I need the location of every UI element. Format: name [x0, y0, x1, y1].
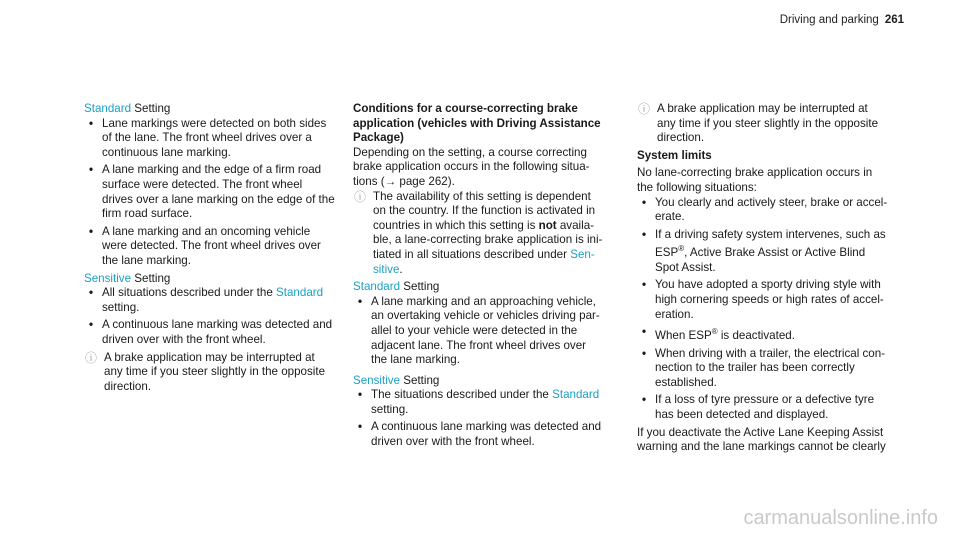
list-item: • All situations described under the Standard setting.: [89, 286, 324, 314]
bullet-icon: •: [89, 318, 94, 332]
bullet-icon: •: [358, 420, 363, 434]
page-number: 261: [884, 14, 904, 26]
conditions-heading: Conditions for a course-correcting brake application (vehicles with Driving Assistance Package): [353, 102, 601, 145]
registered-mark: ®: [678, 244, 685, 254]
standard-link[interactable]: Standard: [276, 286, 324, 300]
standard-setting-heading: Standard Setting: [84, 102, 171, 115]
list-item: • When ESP® is deactivated.: [642, 325, 795, 343]
bullet-icon: •: [642, 227, 647, 241]
page-header: [780, 14, 904, 26]
list-item: • You have adopted a sporty driving style with high cornering speeds or high rates of accel- eration.: [642, 278, 884, 321]
list-item: • You clearly and actively steer, brake or accel- erate.: [642, 195, 888, 224]
list-item: • The situations described under the Standard setting.: [358, 388, 600, 416]
info-icon: ⓘ: [85, 350, 98, 365]
bullet-icon: •: [358, 388, 363, 402]
bullet-icon: •: [89, 116, 94, 130]
system-limits-heading: System limits: [637, 148, 712, 162]
sensitive-setting-heading: Sensitive Setting: [84, 271, 171, 285]
bullet-icon: •: [642, 393, 647, 407]
column-2: [353, 102, 623, 450]
sensitive-setting-heading: Sensitive Setting: [353, 373, 440, 387]
conditions-intro: Depending on the setting, a course correcting brake application occurs in the following situa- tions (→ page 262).: [353, 146, 623, 190]
closing-paragraph: If you deactivate the Active Lane Keeping Assist warning and the lane markings cannot be clearly: [637, 425, 886, 454]
list-item: • When driving with a trailer, the electrical con- nection to the trailer has been correctly established.: [642, 346, 886, 389]
bullet-icon: •: [358, 294, 363, 308]
bullet-icon: •: [642, 278, 647, 292]
bullet-icon: •: [89, 286, 94, 300]
standard-link[interactable]: Standard: [552, 388, 600, 402]
bullet-icon: •: [89, 224, 94, 238]
column-1: [84, 102, 354, 394]
note-block: ⓘ A brake application may be interrupted at any time if you steer slightly in the opposite direction.: [638, 102, 879, 145]
standard-keyword: Standard: [353, 280, 401, 294]
info-icon: ⓘ: [354, 189, 367, 204]
system-limits-intro: No lane-correcting brake application occurs in the following situations:: [637, 166, 873, 194]
section-title: Driving and parking: [779, 14, 879, 26]
sensitive-link[interactable]: sitive: [373, 262, 400, 276]
bullet-icon: •: [642, 325, 647, 339]
list-item: • A lane marking and an approaching vehicle, an overtaking vehicle or vehicles driving par- allel to your vehicle were detected in the adjacent lane. The front wheel drives over the lane marking.: [358, 294, 600, 367]
list-item: • Lane markings were detected on both sides of the lane. The front wheel drives over a continuous lane marking.: [89, 116, 327, 159]
list-item: • A lane marking and the edge of a firm road surface were detected. The front wheel drives over a lane marking on the edge of the firm road surface.: [89, 163, 335, 221]
note-block: ⓘ A brake application may be interrupted at any time if you steer slightly in the opposite direction.: [85, 350, 326, 393]
column-3: [637, 102, 907, 455]
watermark: carmanualsonline.info: [743, 507, 938, 529]
bullet-icon: •: [89, 163, 94, 177]
list-item: • A continuous lane marking was detected and driven over with the front wheel.: [89, 318, 333, 346]
note-block: ⓘ The availability of this setting is dependent on the country. If the function is activated in countries in which this setting is not availa- ble, a lane-correcting brake application is ini- tiated in all situations described under Sen- sitive.: [354, 189, 603, 276]
sensitive-link[interactable]: Sen-: [570, 247, 595, 261]
page-reference-link[interactable]: tions (→ page 262).: [353, 174, 455, 188]
standard-keyword: Standard: [84, 102, 132, 115]
sensitive-keyword: Sensitive: [84, 271, 132, 285]
bullet-icon: •: [642, 346, 647, 360]
list-item: • A continuous lane marking was detected and driven over with the front wheel.: [358, 420, 602, 449]
list-item: • If a driving safety system intervenes, such as ESP®, Active Brake Assist or Active Blind Spot Assist.: [642, 227, 886, 274]
bullet-icon: •: [642, 195, 647, 209]
list-item: • If a loss of tyre pressure or a defective tyre has been detected and displayed.: [642, 393, 875, 421]
standard-list: [84, 117, 354, 269]
list-item: • A lane marking and an oncoming vehicle were detected. The front wheel drives over the lane marking.: [89, 224, 321, 267]
standard-setting-heading: Standard Setting: [353, 280, 440, 294]
registered-mark: ®: [711, 327, 718, 337]
info-icon: ⓘ: [638, 102, 651, 116]
sensitive-keyword: Sensitive: [353, 373, 401, 387]
